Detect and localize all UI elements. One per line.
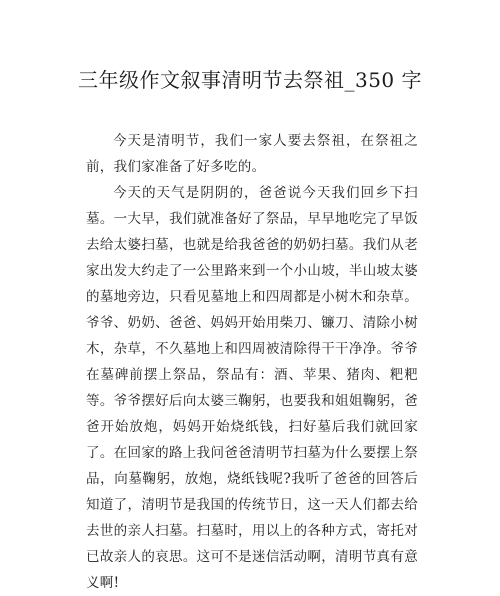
document-title: 三年级作文叙事清明节去祭祖_350 字 (77, 68, 423, 92)
paragraph-2: 今天的天气是阴阴的，爸爸说今天我们回乡下扫墓。一大早，我们就准备好了祭品，早早地吃完了早饭去给太婆扫墓，也就是给我爸爸的奶奶扫墓。我们从老家出发大约走了一公里路来到一个小山坡，半山坡太婆的墓地旁边，只看见墓地上和四周都是小树木和杂草。爷爷、奶奶、爸爸、妈妈开始用柴刀、镰刀、清除小树木，杂草，不久墓地上和四周被清除得干干净净。爷爷在墓碑前摆上祭品，祭品有：酒、苹果、猪肉、粑粑等。爷爷摆好后向太婆三鞠躬，也要我和姐姐鞠躬，爸爸开始放炮，妈妈开始烧纸钱，扫好墓后我们就回家了。在回家的路上我问爸爸清明节扫墓为什么要摆上祭品，向墓鞠躬，放炮，烧纸钱呢?我听了爸爸的回答后知道了，清明节是我国的传统节日，这一天人们都去给去世的亲人扫墓。扫墓时，用以上的各种方式，寄托对已故亲人的哀思。这可不是迷信活动啊，清明节真有意义啊! (86, 185, 418, 591)
document-body (86, 128, 418, 596)
paragraph-1: 今天是清明节，我们一家人要去祭祖，在祭祖之前，我们家准备了好多吃的。 (86, 133, 418, 175)
